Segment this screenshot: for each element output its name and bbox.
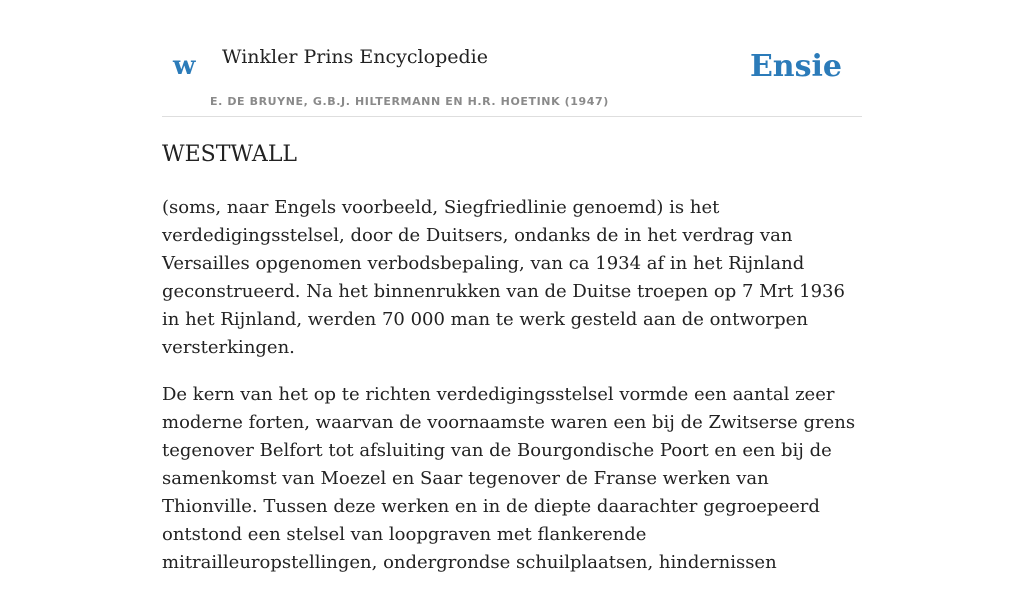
publication-logo[interactable]: w <box>173 51 196 81</box>
publication-authors: E. DE BRUYNE, G.B.J. HILTERMANN EN H.R. HOETINK (1947) <box>210 95 609 108</box>
article-headword: WESTWALL <box>162 142 298 167</box>
ensie-logo-link[interactable]: Ensie <box>749 49 842 84</box>
publication-title[interactable]: Winkler Prins Encyclopedie <box>222 46 488 68</box>
article-paragraph: (soms, naar Engels voorbeeld, Siegfriedlinie genoemd) is het verdedigingsstelsel, door de Duitsers, ondanks de in het verdrag van Versailles opgenomen verbodsbepaling, van ca 1934 af in het Rijnland geconstrueerd. Na het binnenrukken van de Duitse troepen op 7 Mrt 1936 in het Rijnland, werden 70 000 man te werk gesteld aan de ontworpen versterkingen. <box>162 197 845 358</box>
article <box>162 140 862 596</box>
site-header <box>162 0 862 117</box>
article-paragraph: De kern van het op te richten verdedigingsstelsel vormde een aantal zeer moderne forten, waarvan de voornaamste waren een bij de Zwitserse grens tegenover Belfort tot afsluiting van de Bourgondische Poort en een bij de samenkomst van Moezel en Saar tegenover de Franse werken van Thionville. Tussen deze werken en in de diepte daarachter gegroepeerd ontstond een stelsel van loopgraven met flankerende mitrailleuropstellingen, ondergrondse schuilplaatsen, hindernissen <box>162 384 856 573</box>
